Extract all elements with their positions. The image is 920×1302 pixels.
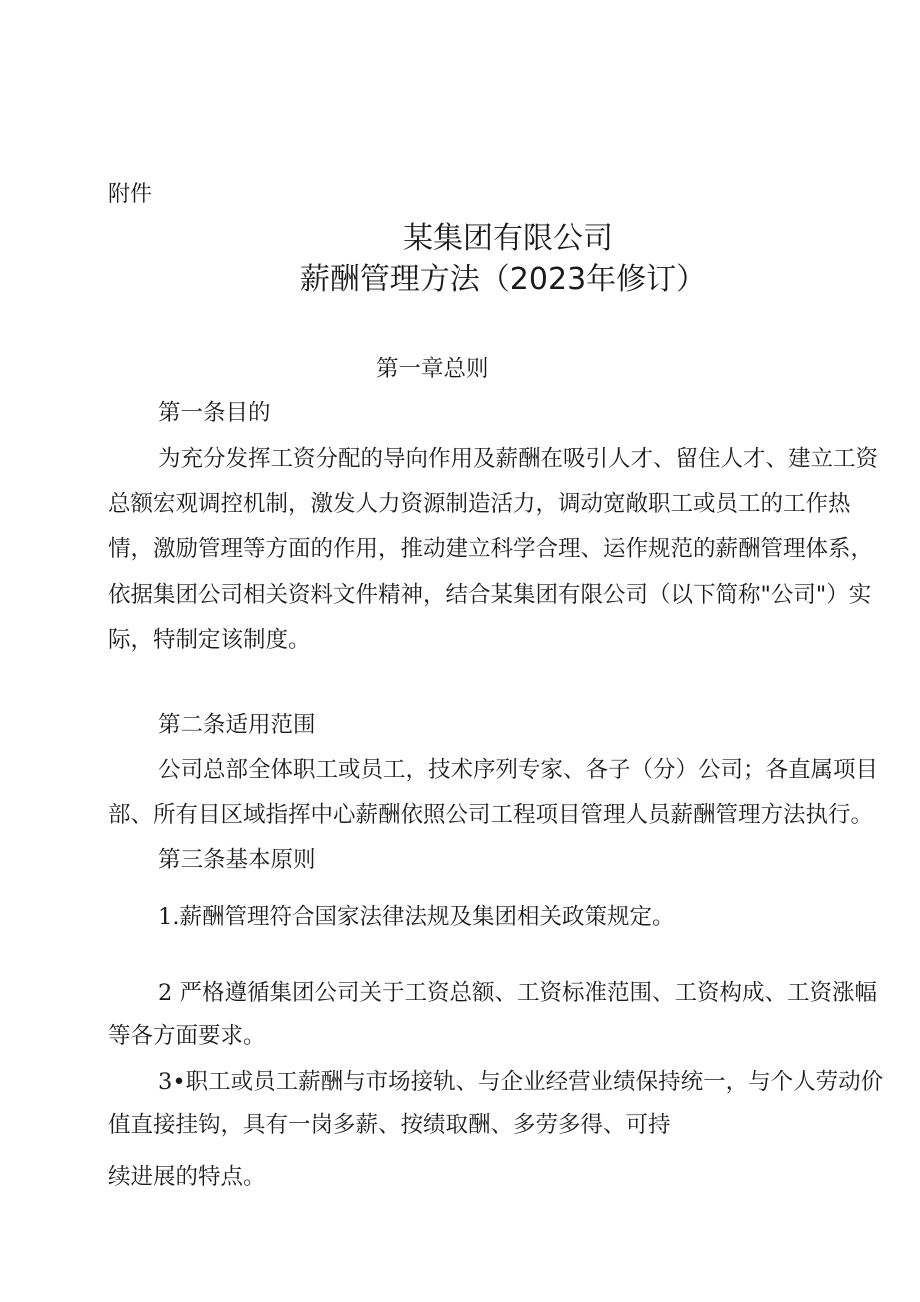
title-document: 薪酬管理方法（2023年修订） [299,262,707,297]
item-number: 3• [158,1069,186,1095]
annex-label: 附件 [108,182,153,207]
title-company: 某集团有限公司 [403,221,613,256]
item-text: 职工或员工薪酬与市场接轨、与企业经营业绩保持统一，与个人劳动价 [185,1069,884,1095]
article1-line: 情，激励管理等方面的作用，推动建立科学合理、运作规范的薪酬管理体系， [108,536,874,562]
article1-line: 际，特制定该制度。 [108,627,311,653]
article3-item1 [158,902,674,932]
item-number: 1. [158,904,180,930]
article3-item3-cont: 续进展的特点。 [108,1164,266,1190]
article3-item3-cont: 值直接挂钩，具有一岗多薪、按绩取酬、多劳多得、可持 [108,1112,671,1138]
item-number: 2 [158,980,173,1006]
article2-line: 公司总部全体职工或员工，技术序列专家、各子（分）公司；各直属项目 [158,757,879,783]
article3-heading: 第三条基本原则 [158,847,316,873]
item-text: 严格遵循集团公司关于工资总额、工资标准范围、工资构成、工资涨幅 [179,980,877,1006]
item-text: 薪酬管理符合国家法律法规及集团相关政策规定。 [179,904,675,930]
article1-line: 依据集团公司相关资料文件精神，结合某集团有限公司（以下简称"公司"）实 [108,582,872,608]
article2-heading: 第二条适用范围 [158,712,316,738]
article1-line: 总额宏观调控机制，激发人力资源制造活力，调动宽敞职工或员工的工作热 [108,491,851,517]
article3-item2 [158,978,877,1008]
article1-line: 为充分发挥工资分配的导向作用及薪酬在吸引人才、留住人才、建立工资 [158,446,879,472]
article2-line: 部、所有目区域指挥中心薪酬依照公司工程项目管理人员薪酬管理方法执行。 [108,802,874,828]
article3-item3 [158,1067,883,1097]
article3-item2-cont: 等各方面要求。 [108,1023,266,1049]
article1-heading: 第一条目的 [158,400,271,426]
chapter-heading: 第一章总则 [376,356,489,382]
